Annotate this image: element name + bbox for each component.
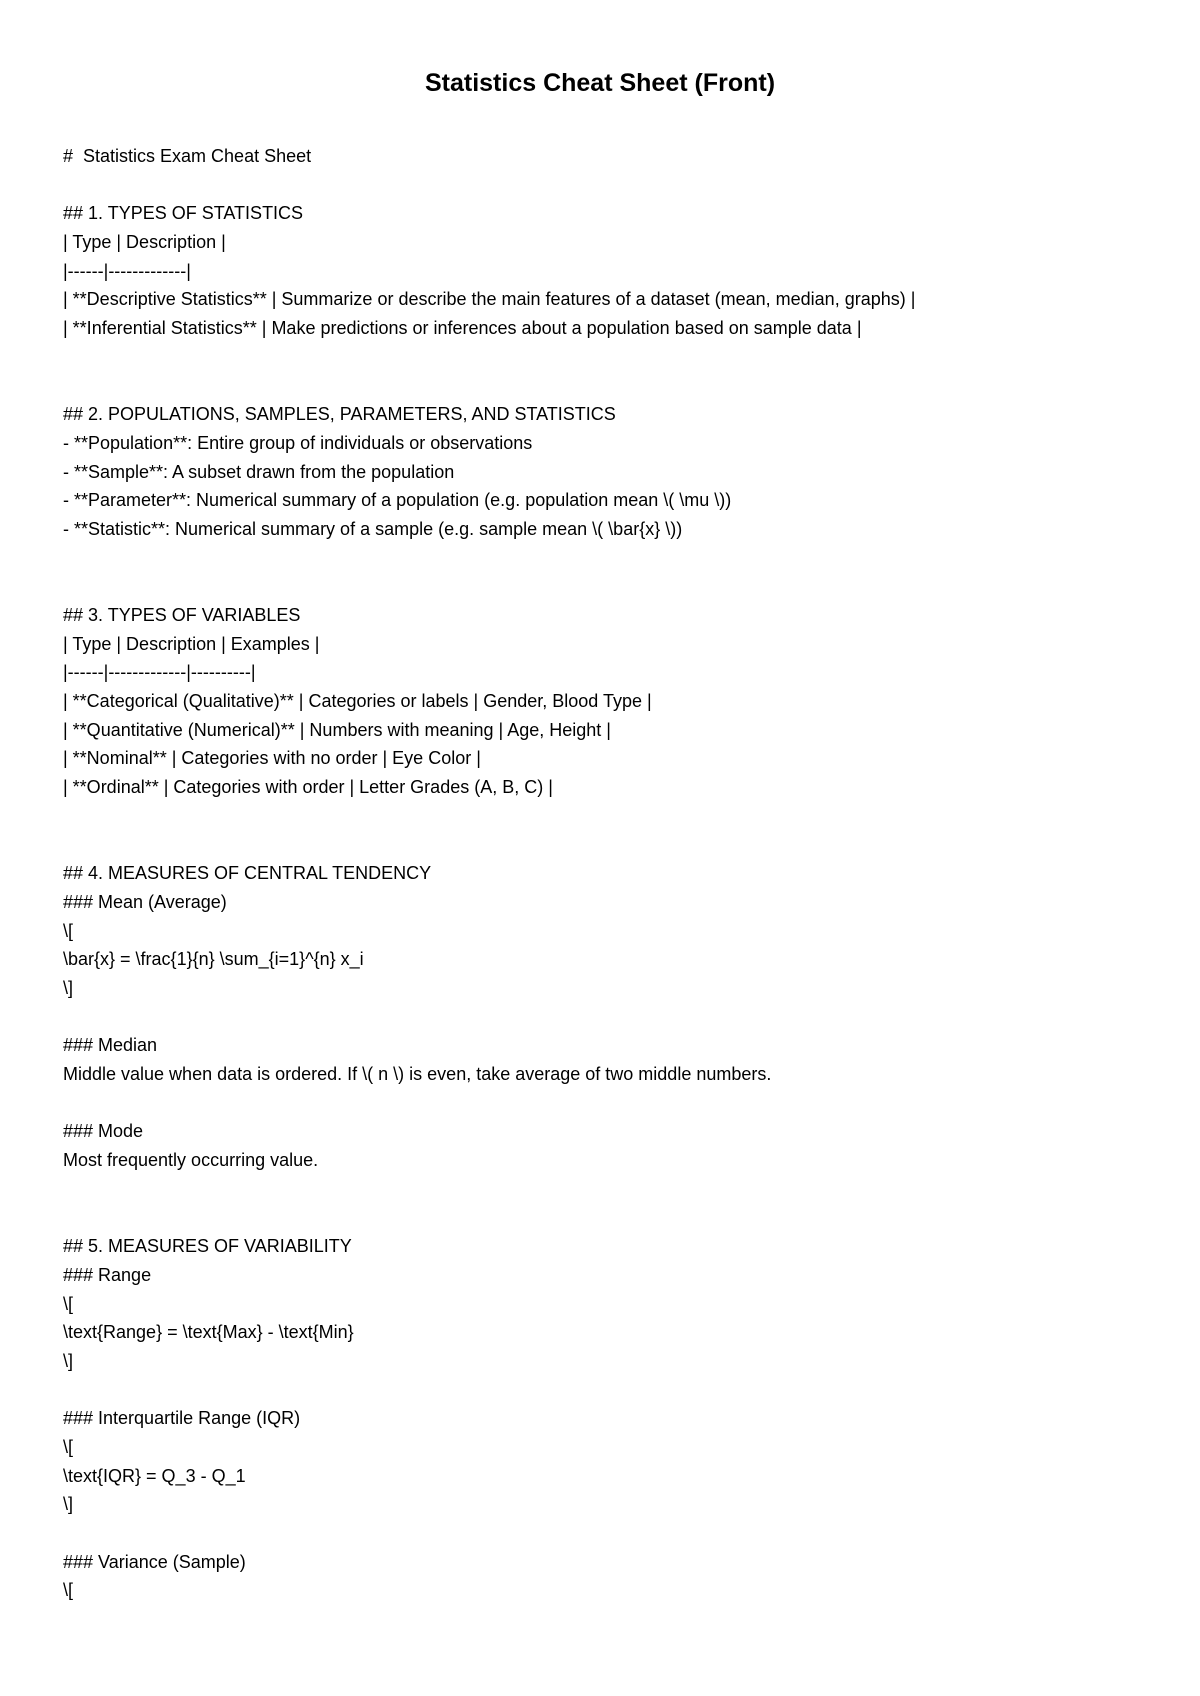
blank-line <box>63 171 1163 200</box>
page-title: Statistics Cheat Sheet (Front) <box>424 69 776 97</box>
document-body <box>63 142 1163 1605</box>
formula-line: \] <box>63 1494 74 1515</box>
blank-line <box>63 343 1163 372</box>
table-row: | **Inferential Statistics** | Make predictions or inferences about a population based on sample data | <box>63 318 862 339</box>
text-line: Middle value when data is ordered. If \( n \) is even, take average of two middle numbers. <box>63 1064 772 1084</box>
table-row: | **Descriptive Statistics** | Summarize or describe the main features of a dataset (mean, median, graphs) | <box>63 289 916 310</box>
table-row: | Type | Description | Examples | <box>63 633 320 654</box>
blank-line <box>63 372 1163 401</box>
section-heading: ## 2. POPULATIONS, SAMPLES, PARAMETERS, AND STATISTICS <box>63 404 616 425</box>
formula-line: \[ <box>63 1436 74 1457</box>
blank-line <box>63 544 1163 573</box>
subsection-heading: ### Median <box>63 1035 158 1056</box>
blank-line <box>63 1089 1163 1118</box>
blank-line <box>63 1203 1163 1232</box>
blank-line <box>63 1003 1163 1032</box>
blank-line <box>63 572 1163 601</box>
formula-line: \bar{x} = \frac{1}{n} \sum_{i=1}^{n} x_i <box>63 949 364 970</box>
formula-line: \[ <box>63 920 74 941</box>
subsection-heading: ### Interquartile Range (IQR) <box>63 1408 301 1429</box>
formula-line: \] <box>63 1350 74 1371</box>
table-row: | **Nominal** | Categories with no order | Eye Color | <box>63 748 481 769</box>
table-row: |------|-------------| <box>63 260 191 281</box>
table-row: |------|-------------|----------| <box>63 662 256 683</box>
subsection-heading: ### Mode <box>63 1121 144 1142</box>
formula-line: \] <box>63 977 74 998</box>
section-heading: ## 4. MEASURES OF CENTRAL TENDENCY <box>63 863 432 884</box>
table-row: | Type | Description | <box>63 232 226 253</box>
subsection-heading: ### Mean (Average) <box>63 891 227 912</box>
section-heading: ## 3. TYPES OF VARIABLES <box>63 605 301 625</box>
blank-line <box>63 1376 1163 1405</box>
blank-line <box>63 831 1163 860</box>
subsection-heading: ### Range <box>63 1264 152 1285</box>
formula-line: \text{Range} = \text{Max} - \text{Min} <box>63 1322 354 1343</box>
table-row: | **Quantitative (Numerical)** | Numbers with meaning | Age, Height | <box>63 719 611 740</box>
blank-line <box>63 802 1163 831</box>
table-row: | **Categorical (Qualitative)** | Categories or labels | Gender, Blood Type | <box>63 691 652 712</box>
list-item: - **Parameter**: Numerical summary of a population (e.g. population mean \( \mu \)) <box>63 490 732 511</box>
text-line: Most frequently occurring value. <box>63 1150 319 1171</box>
formula-line: \[ <box>63 1580 74 1601</box>
section-heading: ## 1. TYPES OF STATISTICS <box>63 203 304 224</box>
blank-line <box>63 1175 1163 1204</box>
formula-line: \[ <box>63 1293 74 1314</box>
list-item: - **Population**: Entire group of individuals or observations <box>63 432 533 453</box>
text-line: # Statistics Exam Cheat Sheet <box>63 146 312 166</box>
table-row: | **Ordinal** | Categories with order | Letter Grades (A, B, C) | <box>63 777 553 798</box>
list-item: - **Statistic**: Numerical summary of a sample (e.g. sample mean \( \bar{x} \)) <box>63 518 683 539</box>
section-heading: ## 5. MEASURES OF VARIABILITY <box>63 1236 352 1257</box>
list-item: - **Sample**: A subset drawn from the population <box>63 461 455 482</box>
blank-line <box>63 1519 1163 1548</box>
subsection-heading: ### Variance (Sample) <box>63 1551 246 1572</box>
formula-line: \text{IQR} = Q_3 - Q_1 <box>63 1465 246 1486</box>
